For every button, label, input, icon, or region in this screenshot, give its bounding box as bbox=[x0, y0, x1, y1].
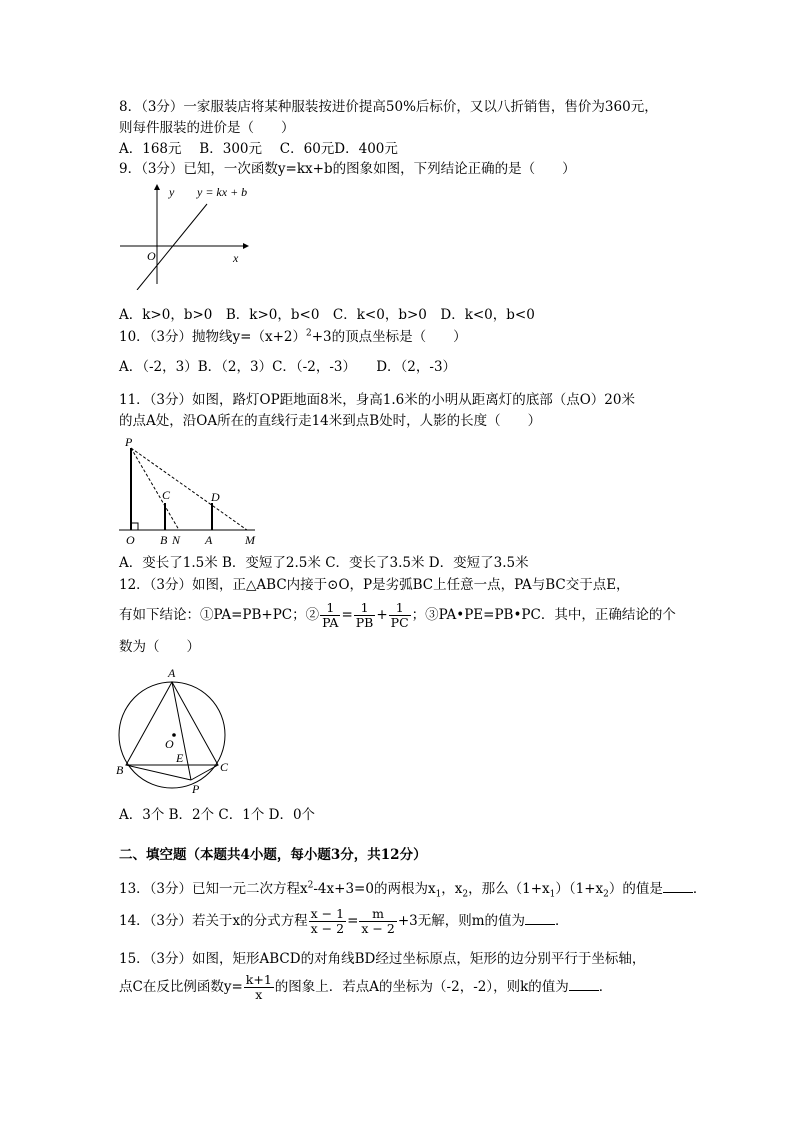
q12-line1: 12．（3分）如图，正△ABC内接于⊙O，P是劣弧BC上任意一点，PA与BC交于点E， bbox=[119, 577, 630, 593]
q10-options: A．（-2，3）B．（2，3）C．（-2，-3） D．（2，-3） bbox=[119, 359, 457, 375]
q9-stem: 9．（3分）已知，一次函数y=kx+b的图象如图，下列结论正确的是（ ） bbox=[119, 161, 576, 177]
q11-options: A．变长了1.5米 B．变短了2.5米 C．变长了3.5米 D．变短了3.5米 bbox=[119, 555, 529, 571]
q12-label-o: O bbox=[165, 737, 174, 751]
q11-label-d: D bbox=[211, 490, 220, 504]
q9-x-label: x bbox=[233, 251, 239, 265]
q8-line1: 8．（3分）一家服装店将某种服装按进价提高50%后标价，又以八折销售，售价为360元， bbox=[119, 99, 658, 115]
q11-line2: 的点A处，沿OA所在的直线行走14米到点B处时，人影的长度（ ） bbox=[119, 413, 542, 429]
q11-label-m: M bbox=[245, 533, 255, 546]
q11-figure bbox=[115, 434, 260, 546]
q13-answer-blank[interactable] bbox=[663, 878, 693, 893]
q12-frac-pb: $\frac{1}{PB}$ bbox=[355, 600, 374, 630]
q11-label-c: C bbox=[162, 488, 171, 502]
q9-figure bbox=[115, 180, 255, 290]
q12-frac-pa: $\frac{1}{PA}$ bbox=[322, 600, 339, 630]
q14-answer-blank[interactable] bbox=[525, 910, 555, 925]
q12-options: A．3个 B．2个 C．1个 D．0个 bbox=[119, 807, 316, 823]
q12-figure bbox=[112, 662, 232, 798]
q9-origin-label: O bbox=[147, 249, 156, 263]
q8-line2: 则每件服装的进价是（ ） bbox=[119, 120, 295, 136]
q12-label-a: A bbox=[168, 666, 176, 680]
q11-label-n: N bbox=[172, 533, 181, 546]
q13: 13．（3分）已知一元二次方程$x^2-4x+3=0$的两根为$x_1$，$x_2$，那么$(1+x_1)(1+x_2)$的值是 ． bbox=[119, 878, 706, 898]
q12-label-e: E bbox=[176, 751, 184, 765]
q11-label-b: B bbox=[160, 533, 168, 546]
section-2-title: 二、填空题（本题共4小题，每小题3分，共12分） bbox=[119, 847, 427, 863]
q12-label-p: P bbox=[192, 782, 200, 796]
q12-frac-pc: $\frac{1}{PC}$ bbox=[390, 600, 409, 630]
q12-line2: 有如下结论：①PA=PB+PC；② $\frac{1}{PA}$ = $\frac{1}{PB}$ + $\frac{1}{PC}$ ；③PA•PE=PB•PC．其中，正确结论的个 bbox=[119, 600, 676, 630]
q9-func-label: y = kx + b bbox=[197, 185, 248, 199]
q14: 14．（3分）若关于x的分式方程 $\frac{x - 1}{x - 2}$ = $\frac{m}{x - 2}$ +3无解，则m的值为 ． bbox=[119, 906, 569, 936]
q12-label-c: C bbox=[220, 760, 229, 774]
q11-line1: 11．（3分）如图，路灯OP距地面8米，身高1.6米的小明从距离灯的底部（点O）20米 bbox=[119, 392, 635, 408]
q14-frac-right: $\frac{m}{x - 2}$ bbox=[361, 906, 395, 936]
q15-line1: 15．（3分）如图，矩形ABCD的对角线BD经过坐标原点，矩形的边分别平行于坐标轴， bbox=[119, 951, 646, 967]
q9-options: A．k>0，b>0 B．k>0，b<0 C．k<0，b>0 D．k<0，b<0 bbox=[119, 307, 535, 323]
q9-y-label: y bbox=[169, 185, 175, 199]
q8-options: A．168元 B．300元 C．60元D．400元 bbox=[119, 141, 398, 157]
q12-label-b: B bbox=[116, 763, 124, 777]
q11-label-o: O bbox=[126, 533, 135, 546]
q11-label-p: P bbox=[125, 435, 133, 449]
q14-frac-left: $\frac{x - 1}{x - 2}$ bbox=[310, 906, 345, 936]
q15-answer-blank[interactable] bbox=[569, 976, 599, 991]
q11-label-a: A bbox=[205, 533, 213, 546]
q15-line2: 点C在反比例函数y= $\frac{k+1}{x}$ 的图象上．若点A的坐标为（-2，-2），则k的值为 ． bbox=[119, 972, 613, 1002]
q12-line3: 数为（ ） bbox=[119, 639, 200, 655]
q15-frac: $\frac{k+1}{x}$ bbox=[245, 972, 272, 1002]
q10-stem: 10．（3分）抛物线$y=(x+2)^2+3$的顶点坐标是（ ） bbox=[119, 328, 467, 345]
